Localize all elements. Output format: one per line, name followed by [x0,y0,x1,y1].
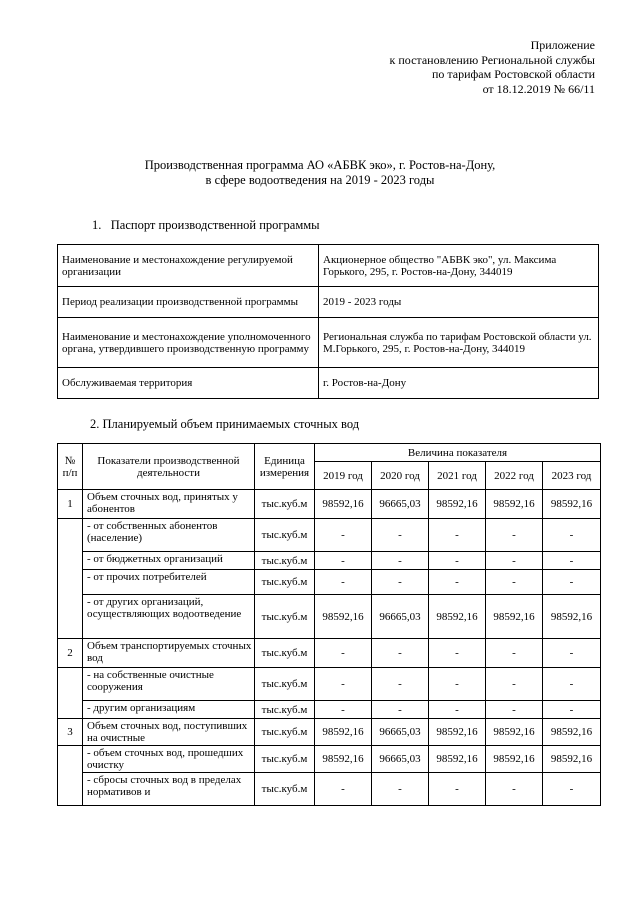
value-cell: - [429,639,486,668]
document-title [60,158,580,188]
table-row [58,719,601,746]
table-row [58,668,601,701]
value-cell: - [315,552,372,570]
column-header-year: 2023 год [543,462,601,490]
value-cell: 96665,03 [372,595,429,639]
passport-label: Наименование и местонахождение регулируемой организации [58,245,319,287]
passport-row [58,318,599,368]
value-cell: 98592,16 [429,746,486,773]
value-cell: - [315,773,372,806]
wastewater-volume-table [57,443,601,806]
indicator-name: Объем сточных вод, принятых у абонентов [83,490,255,519]
value-cell: 98592,16 [543,746,601,773]
column-header-year: 2021 год [429,462,486,490]
value-cell: - [372,519,429,552]
value-cell: - [372,552,429,570]
indicator-name: - от прочих потребителей [83,570,255,595]
table-row [58,490,601,519]
passport-row [58,368,599,399]
value-cell: 98592,16 [315,719,372,746]
value-cell: - [315,639,372,668]
section-2-heading: 2. Планируемый объем принимаемых сточных вод [90,417,360,431]
indicator-name: - от бюджетных организаций [83,552,255,570]
value-cell: 96665,03 [372,490,429,519]
row-number [58,519,83,639]
passport-label: Наименование и местонахождение уполномоченного органа, утвердившего производственную программу [58,318,319,368]
value-cell: - [372,668,429,701]
value-cell: - [315,570,372,595]
value-cell: 98592,16 [486,490,543,519]
unit-cell: тыс.куб.м [255,570,315,595]
value-cell: 98592,16 [429,719,486,746]
value-cell: 98592,16 [543,490,601,519]
value-cell: 98592,16 [486,719,543,746]
appendix-line-1: Приложение [530,38,595,52]
value-cell: - [372,701,429,719]
indicator-name: - объем сточных вод, прошедших очистку [83,746,255,773]
row-number: 1 [58,490,83,519]
unit-cell: тыс.куб.м [255,595,315,639]
table-row [58,519,601,552]
column-header-indicator: Показатели производственной деятельности [83,444,255,490]
table-row [58,639,601,668]
value-cell: - [372,773,429,806]
unit-cell: тыс.куб.м [255,746,315,773]
row-number: 3 [58,719,83,746]
table-row [58,595,601,639]
passport-row [58,245,599,287]
column-header-year: 2019 год [315,462,372,490]
value-cell: 98592,16 [543,595,601,639]
value-cell: - [543,552,601,570]
value-cell: - [486,519,543,552]
unit-cell: тыс.куб.м [255,639,315,668]
value-cell: 96665,03 [372,719,429,746]
value-cell: - [486,570,543,595]
value-cell: - [429,701,486,719]
value-cell: - [429,519,486,552]
title-line-1: Производственная программа АО «АБВК эко», г. Ростов-на-Дону, [144,158,496,172]
passport-table [57,244,599,399]
value-cell: - [372,639,429,668]
value-cell: - [486,552,543,570]
table-row [58,746,601,773]
value-cell: - [429,570,486,595]
title-line-2: в сфере водоотведения на 2019 - 2023 годы [205,173,435,187]
value-cell: 98592,16 [315,746,372,773]
value-cell: - [543,570,601,595]
table-row [58,570,601,595]
unit-cell: тыс.куб.м [255,719,315,746]
table-row [58,552,601,570]
value-cell: - [429,552,486,570]
table-row [58,773,601,806]
value-cell: 98592,16 [429,595,486,639]
column-header-unit: Единица измерения [255,444,315,490]
value-cell: - [486,701,543,719]
column-header-year: 2022 год [486,462,543,490]
value-cell: - [543,668,601,701]
unit-cell: тыс.куб.м [255,519,315,552]
value-cell: - [315,701,372,719]
unit-cell: тыс.куб.м [255,552,315,570]
table-row [58,701,601,719]
value-cell: - [429,773,486,806]
passport-value: Региональная служба по тарифам Ростовской области ул. М.Горького, 295, г. Ростов-на-Дону, 344019 [319,318,599,368]
indicator-name: - сбросы сточных вод в пределах нормативов и [83,773,255,806]
value-cell: 98592,16 [315,595,372,639]
appendix-line-4: от 18.12.2019 № 66/11 [482,81,595,96]
unit-cell: тыс.куб.м [255,701,315,719]
value-cell: - [429,668,486,701]
value-cell: 98592,16 [315,490,372,519]
table-body [58,490,601,806]
passport-value: г. Ростов-на-Дону [319,368,599,399]
appendix-header [275,38,595,96]
unit-cell: тыс.куб.м [255,668,315,701]
value-cell: 98592,16 [543,719,601,746]
indicator-name: - от собственных абонентов (население) [83,519,255,552]
passport-label: Период реализации производственной программы [58,287,319,318]
value-cell: - [486,639,543,668]
value-cell: - [543,639,601,668]
value-cell: - [315,519,372,552]
indicator-name: - на собственные очистные сооружения [83,668,255,701]
value-cell: - [543,701,601,719]
indicator-name: - от других организаций, осуществляющих водоотведение [83,595,255,639]
column-header-number: № п/п [58,444,83,490]
value-cell: 96665,03 [372,746,429,773]
value-cell: - [543,519,601,552]
value-cell: 98592,16 [486,746,543,773]
row-number: 2 [58,639,83,668]
row-number [58,746,83,806]
value-cell: 98592,16 [429,490,486,519]
column-header-value-group: Величина показателя [315,444,601,462]
value-cell: - [372,570,429,595]
passport-value: 2019 - 2023 годы [319,287,599,318]
column-header-year: 2020 год [372,462,429,490]
value-cell: - [315,668,372,701]
section-1-heading: 1. Паспорт производственной программы [92,218,320,232]
passport-row [58,287,599,318]
indicator-name: Объем сточных вод, поступивших на очистные [83,719,255,746]
row-number [58,668,83,719]
value-cell: 98592,16 [486,595,543,639]
appendix-line-3: по тарифам Ростовской области [431,67,595,81]
unit-cell: тыс.куб.м [255,490,315,519]
value-cell: - [486,773,543,806]
passport-label: Обслуживаемая территория [58,368,319,399]
passport-value: Акционерное общество "АБВК эко", ул. Максима Горького, 295, г. Ростов-на-Дону, 344019 [319,245,599,287]
value-cell: - [543,773,601,806]
indicator-name: - другим организациям [83,701,255,719]
indicator-name: Объем транспортируемых сточных вод [83,639,255,668]
appendix-line-2: к постановлению Региональной службы [389,52,595,67]
unit-cell: тыс.куб.м [255,773,315,806]
value-cell: - [486,668,543,701]
